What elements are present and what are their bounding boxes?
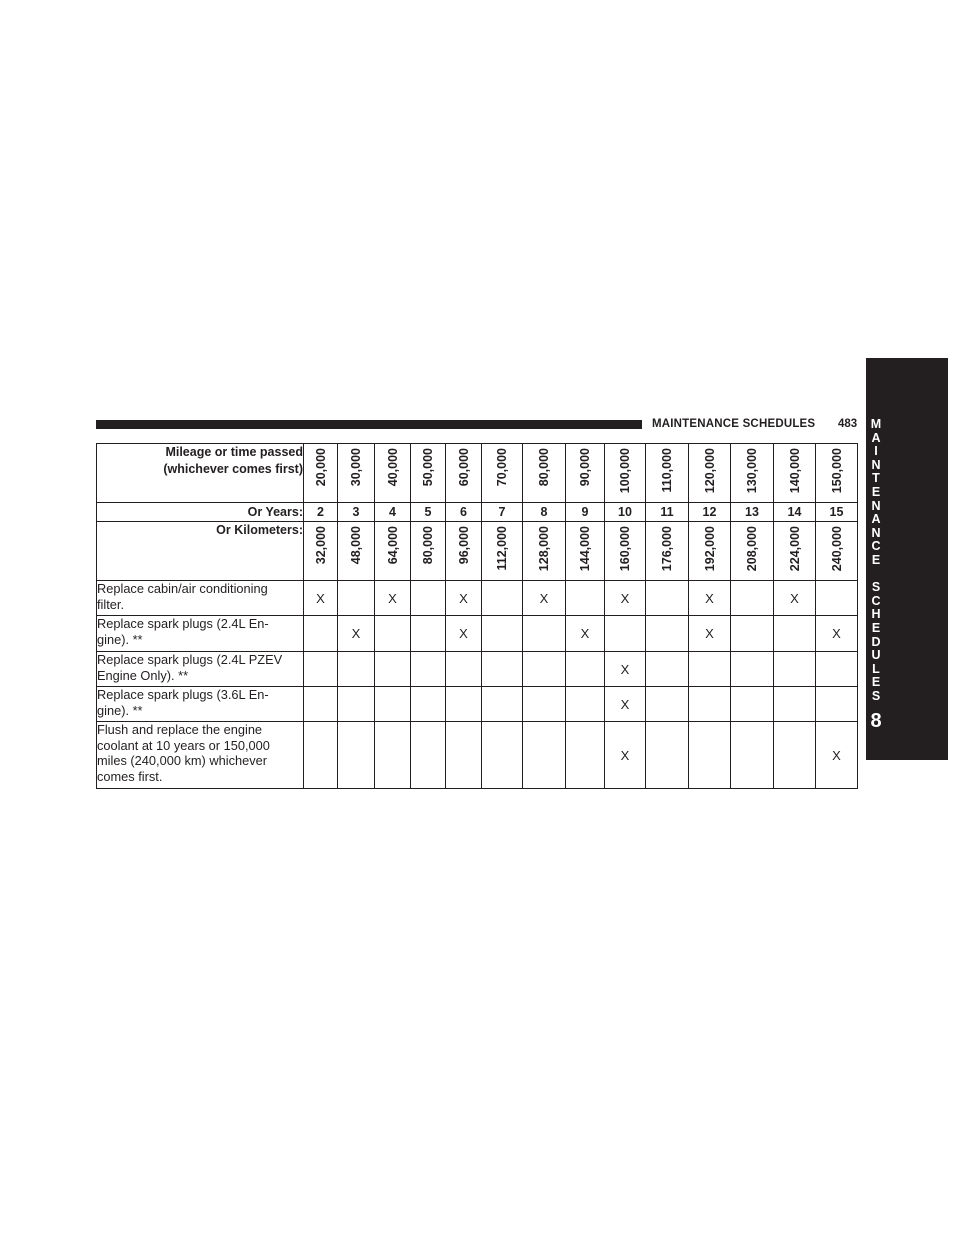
kilometers-cell	[482, 522, 523, 581]
service-interval-mark: X	[605, 652, 646, 687]
service-description	[97, 581, 304, 616]
service-interval-mark	[566, 722, 605, 789]
service-interval-mark	[523, 722, 566, 789]
service-interval-mark	[646, 581, 689, 616]
service-description	[97, 722, 304, 789]
service-interval-mark: X	[689, 581, 731, 616]
service-interval-mark	[731, 722, 774, 789]
kilometers-cell	[605, 522, 646, 581]
service-interval-mark	[774, 652, 816, 687]
service-description-line: Engine Only). **	[97, 667, 189, 683]
mileage-cell	[774, 444, 816, 503]
service-interval-mark: X	[605, 581, 646, 616]
mileage-value: 80,000	[537, 448, 551, 487]
service-interval-mark	[375, 652, 411, 687]
side-tab-letter: U	[871, 648, 881, 663]
service-interval-mark	[482, 722, 523, 789]
kilometers-value: 112,000	[495, 526, 509, 571]
service-interval-mark	[375, 722, 411, 789]
service-interval-mark: X	[446, 616, 482, 652]
kilometers-cell	[375, 522, 411, 581]
service-interval-mark: X	[523, 581, 566, 616]
years-value: 8	[523, 503, 566, 522]
mileage-value: 30,000	[349, 448, 363, 487]
mileage-value: 120,000	[702, 448, 717, 494]
service-interval-mark	[816, 652, 858, 687]
service-interval-mark: X	[605, 687, 646, 722]
service-interval-mark	[375, 687, 411, 722]
service-interval-mark	[731, 616, 774, 652]
service-interval-mark: X	[446, 581, 482, 616]
mileage-value: 150,000	[829, 448, 844, 494]
side-tab-letter: D	[871, 634, 881, 649]
service-row	[97, 687, 858, 722]
service-interval-mark	[523, 616, 566, 652]
mileage-value: 50,000	[421, 448, 435, 487]
service-interval-mark: X	[689, 616, 731, 652]
years-value: 2	[304, 503, 338, 522]
mileage-cell	[605, 444, 646, 503]
mileage-label: Mileage or time passed (whichever comes first)	[97, 444, 304, 503]
mileage-cell	[375, 444, 411, 503]
service-description-line: Replace spark plugs (2.4L PZEV	[97, 652, 283, 668]
kilometers-cell	[774, 522, 816, 581]
service-interval-mark	[446, 652, 482, 687]
years-value: 6	[446, 503, 482, 522]
kilometers-cell	[731, 522, 774, 581]
side-tab-label	[866, 418, 886, 703]
service-description-line: coolant at 10 years or 150,000	[97, 737, 270, 753]
service-interval-mark	[304, 616, 338, 652]
mileage-cell	[689, 444, 731, 503]
running-header-title: MAINTENANCE SCHEDULES	[652, 418, 816, 430]
side-tab-letter: E	[871, 620, 881, 635]
side-tab-letter: T	[872, 471, 880, 486]
kilometers-value: 240,000	[829, 526, 844, 572]
mileage-header-row	[97, 444, 858, 503]
service-interval-mark: X	[375, 581, 411, 616]
service-row	[97, 616, 858, 652]
mileage-value: 90,000	[578, 448, 592, 487]
side-tab-letter: C	[871, 593, 881, 608]
service-interval-mark	[482, 652, 523, 687]
mileage-cell	[338, 444, 375, 503]
mileage-cell	[646, 444, 689, 503]
service-interval-mark	[411, 616, 446, 652]
service-interval-mark	[731, 581, 774, 616]
service-interval-mark: X	[816, 616, 858, 652]
mileage-cell	[566, 444, 605, 503]
mileage-cell	[446, 444, 482, 503]
years-value: 14	[774, 503, 816, 522]
side-tab-letter: S	[871, 688, 881, 703]
years-value: 15	[816, 503, 858, 522]
mileage-value: 40,000	[385, 448, 400, 487]
years-label: Or Years:	[97, 503, 304, 522]
service-interval-mark	[375, 616, 411, 652]
kilometers-cell	[689, 522, 731, 581]
side-tab-letter: A	[871, 512, 881, 527]
maintenance-schedule-table	[96, 443, 858, 789]
service-row	[97, 652, 858, 687]
kilometers-value: 48,000	[349, 526, 363, 565]
kilometers-value: 176,000	[660, 526, 674, 572]
kilometers-cell	[338, 522, 375, 581]
side-tab-letter: A	[871, 430, 881, 445]
service-description-line: Flush and replace the engine	[97, 722, 263, 738]
service-interval-mark	[482, 581, 523, 616]
kilometers-value: 128,000	[537, 526, 551, 572]
side-tab-letter: L	[872, 661, 880, 676]
service-interval-mark: X	[304, 581, 338, 616]
service-description-line: filter.	[97, 596, 125, 612]
service-interval-mark	[566, 687, 605, 722]
service-interval-mark	[731, 687, 774, 722]
service-description-line: Replace spark plugs (3.6L En-	[97, 687, 269, 703]
service-interval-mark	[446, 722, 482, 789]
service-interval-mark	[304, 722, 338, 789]
service-interval-mark	[774, 687, 816, 722]
page-number: 483	[838, 418, 858, 430]
kilometers-label: Or Kilometers:	[97, 522, 304, 581]
mileage-value: 110,000	[660, 448, 674, 493]
kilometers-cell	[523, 522, 566, 581]
service-description-line: gine). **	[97, 631, 143, 647]
service-interval-mark	[566, 652, 605, 687]
mileage-value: 60,000	[456, 448, 471, 487]
kilometers-value: 224,000	[787, 526, 802, 572]
years-value: 4	[375, 503, 411, 522]
mileage-value: 70,000	[495, 448, 509, 487]
years-value: 12	[689, 503, 731, 522]
mileage-cell	[523, 444, 566, 503]
kilometers-value: 144,000	[578, 526, 592, 572]
service-interval-mark	[482, 687, 523, 722]
service-interval-mark	[816, 687, 858, 722]
service-interval-mark	[411, 722, 446, 789]
service-description	[97, 687, 304, 722]
service-interval-mark	[566, 581, 605, 616]
service-description-line: comes first.	[97, 768, 163, 784]
kilometers-cell	[304, 522, 338, 581]
years-value: 10	[605, 503, 646, 522]
service-description-line: miles (240,000 km) whichever	[97, 753, 267, 769]
kilometers-value: 96,000	[456, 526, 471, 565]
mileage-value: 100,000	[618, 448, 632, 494]
kilometers-cell	[566, 522, 605, 581]
service-interval-mark	[338, 652, 375, 687]
kilometers-value: 32,000	[313, 526, 328, 565]
service-description-line: gine). **	[97, 702, 143, 718]
service-interval-mark	[411, 687, 446, 722]
service-interval-mark	[338, 687, 375, 722]
kilometers-header-row	[97, 522, 858, 581]
service-description	[97, 616, 304, 652]
header-rule	[96, 420, 642, 429]
side-tab-letter: E	[871, 675, 881, 690]
mileage-cell	[411, 444, 446, 503]
kilometers-cell	[411, 522, 446, 581]
service-description	[97, 652, 304, 687]
service-description-line: Replace cabin/air conditioning	[97, 581, 268, 597]
side-tab-letter: N	[871, 525, 881, 540]
side-tab-letter: H	[871, 607, 881, 622]
side-tab-letter	[866, 568, 886, 582]
mileage-cell	[482, 444, 523, 503]
service-row	[97, 581, 858, 616]
years-value: 13	[731, 503, 774, 522]
side-tab-letter: C	[871, 539, 881, 554]
service-interval-mark	[523, 687, 566, 722]
service-interval-mark	[338, 581, 375, 616]
service-interval-mark	[689, 687, 731, 722]
service-interval-mark	[446, 687, 482, 722]
side-tab-letter: E	[871, 484, 881, 499]
mileage-value: 140,000	[787, 448, 802, 494]
mileage-value: 20,000	[313, 448, 328, 487]
side-tab-letter: M	[870, 417, 882, 431]
service-description-line: Replace spark plugs (2.4L En-	[97, 616, 269, 632]
mileage-value: 130,000	[745, 448, 759, 494]
service-interval-mark	[304, 687, 338, 722]
service-interval-mark: X	[816, 722, 858, 789]
kilometers-value: 80,000	[421, 526, 435, 565]
side-tab-letter: N	[871, 457, 881, 472]
service-interval-mark	[646, 652, 689, 687]
years-value: 11	[646, 503, 689, 522]
service-interval-mark	[482, 616, 523, 652]
section-number: 8	[870, 710, 882, 732]
service-row	[97, 722, 858, 789]
mileage-cell	[304, 444, 338, 503]
service-interval-mark	[689, 722, 731, 789]
service-interval-mark	[816, 581, 858, 616]
kilometers-value: 208,000	[745, 526, 759, 572]
service-interval-mark: X	[605, 722, 646, 789]
kilometers-value: 192,000	[702, 526, 717, 572]
service-interval-mark	[774, 616, 816, 652]
service-interval-mark	[731, 652, 774, 687]
service-interval-mark	[646, 616, 689, 652]
service-interval-mark	[523, 652, 566, 687]
kilometers-value: 64,000	[385, 526, 400, 565]
kilometers-cell	[646, 522, 689, 581]
service-interval-mark	[304, 652, 338, 687]
side-tab-letter: E	[871, 552, 881, 567]
service-interval-mark	[605, 616, 646, 652]
service-interval-mark	[646, 722, 689, 789]
side-tab-letter: I	[874, 444, 878, 459]
kilometers-value: 160,000	[618, 526, 632, 572]
service-interval-mark: X	[774, 581, 816, 616]
years-value: 9	[566, 503, 605, 522]
mileage-cell	[816, 444, 858, 503]
service-interval-mark	[689, 652, 731, 687]
years-value: 7	[482, 503, 523, 522]
service-interval-mark	[411, 581, 446, 616]
service-interval-mark: X	[338, 616, 375, 652]
years-value: 3	[338, 503, 375, 522]
side-tab-letter: N	[871, 498, 881, 513]
side-tab-letter: S	[871, 580, 881, 595]
service-interval-mark	[338, 722, 375, 789]
years-header-row	[97, 503, 858, 522]
kilometers-cell	[446, 522, 482, 581]
service-interval-mark: X	[566, 616, 605, 652]
kilometers-cell	[816, 522, 858, 581]
service-interval-mark	[646, 687, 689, 722]
service-interval-mark	[411, 652, 446, 687]
service-interval-mark	[774, 722, 816, 789]
mileage-cell	[731, 444, 774, 503]
years-value: 5	[411, 503, 446, 522]
